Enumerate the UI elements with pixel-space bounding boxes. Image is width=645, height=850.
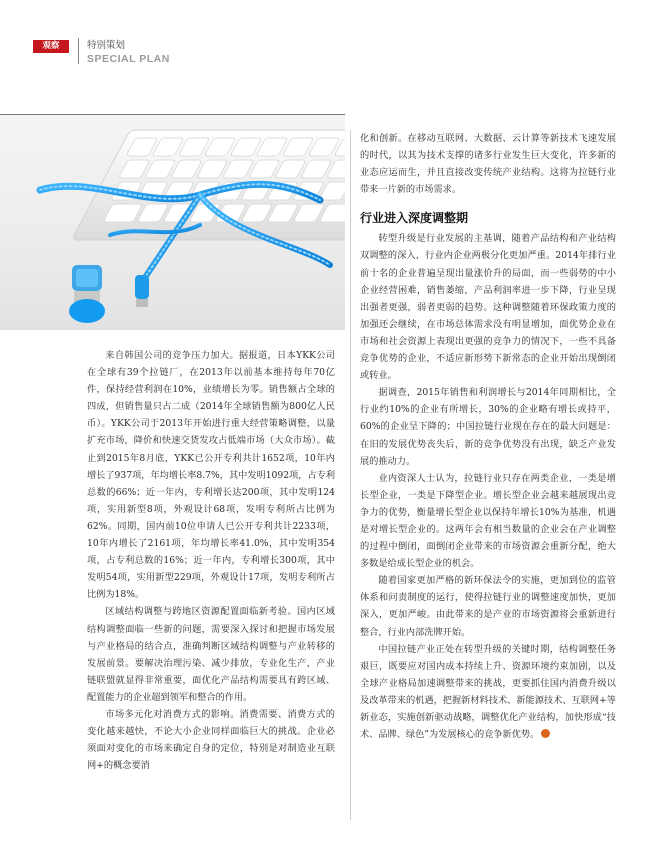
keyboard-zipper-earphone-illustration (0, 115, 345, 330)
column-divider (350, 130, 351, 820)
article-photo (0, 115, 345, 330)
section-heading: 行业进入深度调整期 (360, 211, 469, 226)
paragraph: 转型升级是行业发展的主基调，随着产品结构和产业结构双调整的深入，行业内企业两极分化更加严重。2014年排行业前十名的企业普遍呈现出量涨价升的局面，而一些弱势的中小企业经营困难，销售萎缩，产品利润率进一步下降，行业呈现出强者更强，弱者更弱的趋势。这种调整随着环保政策力度的加强还会继续，在市场总体需求没有明显增加，面优势企业在市场和社会资源上表现出更强的竞争力的情况下，一些不具备竞争优势的企业，不适应新形势下新常态的企业开始出现倒闭或转业。 (360, 233, 616, 382)
paragraph: 市场多元化对消费方式的影响。消费需要、消费方式的变化越来越快，不论大小企业同样面临巨大的挑战。企业必须面对变化的市场来确定自身的定位，特别是对制造业互联网+的概念要消 (87, 708, 335, 772)
paragraph: 来自韩国公司的竞争压力加大。据报道，日本YKK公司在全球有39个拉链厂，在2013年以前基本维持每年70亿件，保持经营利润在10%，业绩增长为零。销售额占全球的四成，但销售量只占二成（2014年全球销售额为800亿人民币）。YKK公司于2013年开始进行重大经营策略调整，以量扩充市场，降价和快速交货发攻占低端市场（大众市场）。截止到2015年8月底，YKK已公开专利共计1652项，10年内增长了937项，年均增长率8.7%，其中发明1092项，占专利总数的66%；近一年内，专利增长达200项，其中发明124项，实用新型8项，外观设计68项，发明专利所占比例为62%。同期，国内前10位申请人已公开专利共计2233项，10年内增长了2161项，年均增长率41.0%，其中发明354项，占专利总数的16%；近一年内，专利增长300项，其中发明54项，实用新型229项，外观设计17项，发明专利所占比例为18%。 (87, 350, 336, 601)
header-divider (78, 38, 79, 64)
earbud-left (69, 265, 105, 323)
page-header (0, 0, 645, 110)
category-title-en: SPECIAL PLAN (87, 53, 170, 65)
section-tag: 观察 (33, 40, 69, 53)
right-column (360, 130, 616, 743)
paragraph: 业内资深人士认为，拉链行业只存在两类企业，一类是增长型企业，一类是下降型企业。增长型企业会越来越展现出竞争力的优势，衡量增长型企业以保持年增长10%为基准，机遇是对增长型企业的。这两年会有相当数量的企业会在产业调整的过程中倒闭，面倒闭企业带来的市场资源会重新分配，绝大多数是给成长型企业的机会。 (360, 472, 616, 570)
keyboard (72, 130, 345, 240)
paragraph: 据调查，2015年销售和利润增长与2014年同期相比，全行业约10%的企业有所增长，30%的企业略有增长或持平，60%的企业呈下降的；中国拉链行业现在存在的最大问题是：在旧的发展优势丧失后，新的竞争优势没有出现，缺乏产业发展的推动力。 (360, 387, 616, 467)
end-of-article-icon (541, 729, 550, 738)
category-title-cn: 特别策划 (87, 40, 126, 51)
earbud-right (135, 275, 149, 307)
paragraph-final (360, 641, 616, 744)
left-column (87, 347, 335, 774)
paragraph: 随着国家更加严格的新环保法令的实施，更加到位的监管体系和问责制度的运行，使得拉链行业的调整速度加快，更加深入，更加严峻。由此带来的是产业的市场资源将会重新进行整合，行业内部洗牌开始。 (360, 575, 616, 638)
paragraph-continued: 化和创新。在移动互联网、大数据、云计算等新技术飞速发展的时代，以其为技术支撑的诸多行业发生巨大变化，许多新的业态应运而生，并且直接改变传统产业结构。这将为拉链行业带来一片新的市场需求。 (360, 133, 616, 196)
final-text: 中国拉链产业正处在转型升级的关键时期，结构调整任务艰巨，既要应对国内成本持续上升、资源环境约束加剧，以及全球产业格局加速调整带来的挑战，更要抓住国内消费升级以及改革带来的机遇，把握新材料技术、新能源技术、互联网+等新业态，实施创新驱动战略，调整优化产业结构，加快形成“技术、品牌、绿色”为发展核心的竞争新优势。 (360, 643, 616, 741)
paragraph: 区域结构调整与跨地区资源配置面临新考验。国内区域结构调整面临一些新的问题，需要深入探讨和把握市场发展与产业格局的结合点，准确判断区域结构调整与产业转移的发展前景。要解决治理污染、减少排放，专业化生产，产业链联盟就显得非常重要，面优化产品结构需要具有跨区域、配置能力的企业超到领军和整合的作用。 (87, 606, 335, 703)
